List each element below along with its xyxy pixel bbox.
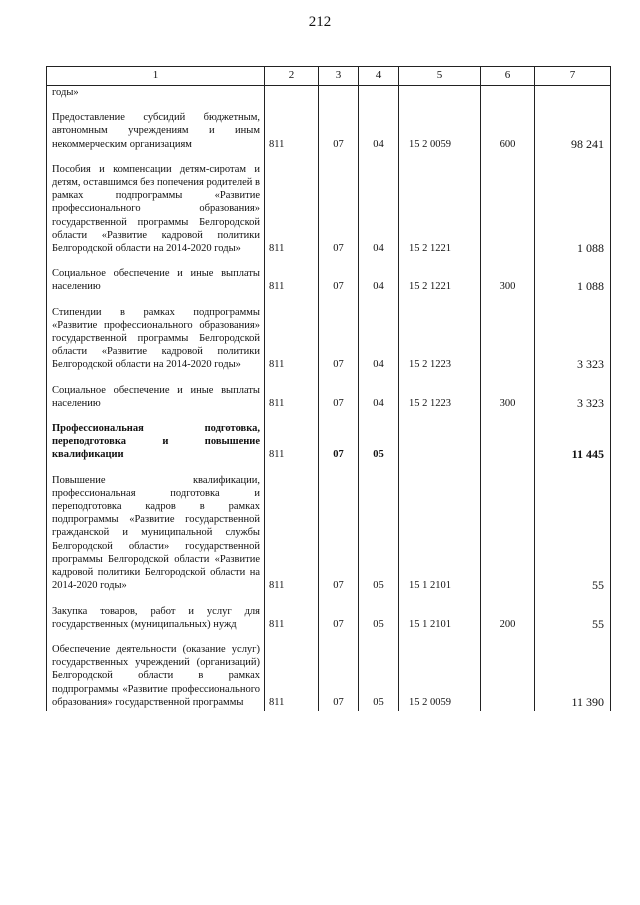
cell-c7: 11 445 [535,422,611,464]
spacer-cell [481,257,535,267]
table-row [47,111,611,153]
spacer-cell [265,464,319,474]
cell-c5 [399,422,481,464]
cell-c6: 300 [481,384,535,412]
cell-c7: 55 [535,605,611,633]
spacer-cell [399,412,481,422]
cell-c7: 1 088 [535,267,611,295]
header-col-6: 6 [481,67,535,86]
cell-c6 [481,306,535,374]
spacer-cell [265,633,319,643]
cell-name: Профессиональная подготовка, переподготовка и повышение квалификации [47,422,265,464]
spacer-cell [319,633,359,643]
spacer-cell [47,257,265,267]
table-row [47,384,611,412]
cell-c3: 07 [319,474,359,595]
cell-c5: 15 2 0059 [399,643,481,711]
spacer-cell [265,595,319,605]
cell-c3: 07 [319,111,359,153]
cell-c5: 15 2 1221 [399,267,481,295]
spacer-cell [47,464,265,474]
spacer-cell [47,633,265,643]
cell-c2 [265,86,319,102]
spacer-cell [399,633,481,643]
cell-c3: 07 [319,163,359,257]
cell-c3 [319,86,359,102]
spacer-cell [481,633,535,643]
cell-c5: 15 1 2101 [399,605,481,633]
cell-c2: 811 [265,306,319,374]
spacer-cell [359,595,399,605]
cell-c4: 04 [359,267,399,295]
cell-c4: 05 [359,643,399,711]
table-row [47,474,611,595]
cell-c3: 07 [319,605,359,633]
spacer-cell [481,374,535,384]
spacer-cell [265,412,319,422]
spacer-cell [265,374,319,384]
row-spacer [47,464,611,474]
cell-c2: 811 [265,267,319,295]
table-row [47,605,611,633]
cell-c7: 1 088 [535,163,611,257]
row-spacer [47,101,611,111]
row-spacer [47,374,611,384]
spacer-cell [359,101,399,111]
cell-c4: 05 [359,605,399,633]
spacer-cell [359,296,399,306]
spacer-cell [359,153,399,163]
cell-c5: 15 2 0059 [399,111,481,153]
header-col-7: 7 [535,67,611,86]
spacer-cell [319,412,359,422]
table-row [47,163,611,257]
cell-name: годы» [47,86,265,102]
cell-c6 [481,643,535,711]
spacer-cell [535,257,611,267]
cell-c3: 07 [319,384,359,412]
table-row [47,86,611,102]
spacer-cell [47,153,265,163]
cell-c6 [481,86,535,102]
cell-c2: 811 [265,384,319,412]
spacer-cell [481,464,535,474]
spacer-cell [481,153,535,163]
spacer-cell [359,464,399,474]
cell-c4: 05 [359,474,399,595]
cell-c4: 05 [359,422,399,464]
spacer-cell [481,101,535,111]
spacer-cell [481,412,535,422]
budget-table [46,66,611,711]
cell-name: Социальное обеспечение и иные выплаты населению [47,384,265,412]
table-row [47,643,611,711]
spacer-cell [399,595,481,605]
table-row [47,306,611,374]
cell-c2: 811 [265,605,319,633]
cell-c3: 07 [319,643,359,711]
spacer-cell [481,595,535,605]
cell-c6 [481,474,535,595]
cell-c4: 04 [359,384,399,412]
cell-c7: 3 323 [535,384,611,412]
cell-name: Закупка товаров, работ и услуг для государственных (муниципальных) нужд [47,605,265,633]
row-spacer [47,257,611,267]
cell-c3: 07 [319,306,359,374]
row-spacer [47,412,611,422]
spacer-cell [535,633,611,643]
row-spacer [47,153,611,163]
cell-name: Пособия и компенсации детям-сиротам и детям, оставшимся без попечения родителей в рамках подпрограммы «Развитие профессионального образования» государственной программы Белгородской области «Развитие кадровой политики Белгородской области на 2014-2020 годы» [47,163,265,257]
cell-c5: 15 2 1223 [399,306,481,374]
spacer-cell [359,633,399,643]
spacer-cell [265,296,319,306]
spacer-cell [265,257,319,267]
spacer-cell [535,153,611,163]
cell-c4: 04 [359,306,399,374]
cell-c4: 04 [359,111,399,153]
cell-c2: 811 [265,474,319,595]
spacer-cell [47,595,265,605]
cell-c4: 04 [359,163,399,257]
spacer-cell [399,464,481,474]
spacer-cell [535,595,611,605]
cell-c7: 98 241 [535,111,611,153]
cell-c2: 811 [265,111,319,153]
cell-c2: 811 [265,163,319,257]
cell-c3: 07 [319,267,359,295]
spacer-cell [319,595,359,605]
spacer-cell [265,101,319,111]
header-col-1: 1 [47,67,265,86]
cell-name: Обеспечение деятельности (оказание услуг) государственных учреждений (организаций) Белгородской области в рамках подпрограммы «Развитие профессионального образования» государственной программы [47,643,265,711]
page-number: 212 [308,14,332,30]
cell-name: Повышение квалификации, профессиональная подготовка и переподготовка кадров в рамках подпрограммы «Развитие государственной гражданской и муниципальной службы Белгородской области» государственной программы Белгородской области «Развитие кадровой политики Белгородской области на 2014-2020 годы» [47,474,265,595]
spacer-cell [47,101,265,111]
header-col-5: 5 [399,67,481,86]
row-spacer [47,633,611,643]
cell-c7: 55 [535,474,611,595]
table-row [47,422,611,464]
spacer-cell [535,464,611,474]
cell-name: Стипендии в рамках подпрограммы «Развитие профессионального образования» государственной программы Белгородской области «Развитие кадровой политики Белгородской области на 2014-2020 годы» [47,306,265,374]
cell-name: Социальное обеспечение и иные выплаты населению [47,267,265,295]
cell-name: Предоставление субсидий бюджетным, автономным учреждениям и иным некоммерческим организациям [47,111,265,153]
cell-c2: 811 [265,422,319,464]
spacer-cell [359,257,399,267]
spacer-cell [47,374,265,384]
spacer-cell [535,101,611,111]
spacer-cell [481,296,535,306]
cell-c3: 07 [319,422,359,464]
table-header [47,67,611,86]
spacer-cell [265,153,319,163]
cell-c7 [535,86,611,102]
table-row [47,267,611,295]
spacer-cell [319,257,359,267]
row-spacer [47,595,611,605]
cell-c7: 11 390 [535,643,611,711]
spacer-cell [47,296,265,306]
spacer-cell [359,374,399,384]
cell-c5 [399,86,481,102]
cell-c5: 15 2 1223 [399,384,481,412]
cell-c7: 3 323 [535,306,611,374]
header-col-2: 2 [265,67,319,86]
spacer-cell [399,374,481,384]
cell-c6: 300 [481,267,535,295]
spacer-cell [319,296,359,306]
spacer-cell [47,412,265,422]
row-spacer [47,296,611,306]
header-col-3: 3 [319,67,359,86]
spacer-cell [319,153,359,163]
table-body [47,86,611,711]
cell-c6: 600 [481,111,535,153]
spacer-cell [399,101,481,111]
cell-c2: 811 [265,643,319,711]
cell-c5: 15 2 1221 [399,163,481,257]
spacer-cell [359,412,399,422]
cell-c4 [359,86,399,102]
cell-c5: 15 1 2101 [399,474,481,595]
cell-c6: 200 [481,605,535,633]
spacer-cell [535,412,611,422]
spacer-cell [399,153,481,163]
spacer-cell [535,296,611,306]
spacer-cell [319,101,359,111]
header-col-4: 4 [359,67,399,86]
spacer-cell [399,296,481,306]
cell-c6 [481,163,535,257]
cell-c6 [481,422,535,464]
spacer-cell [319,374,359,384]
spacer-cell [535,374,611,384]
spacer-cell [399,257,481,267]
spacer-cell [319,464,359,474]
